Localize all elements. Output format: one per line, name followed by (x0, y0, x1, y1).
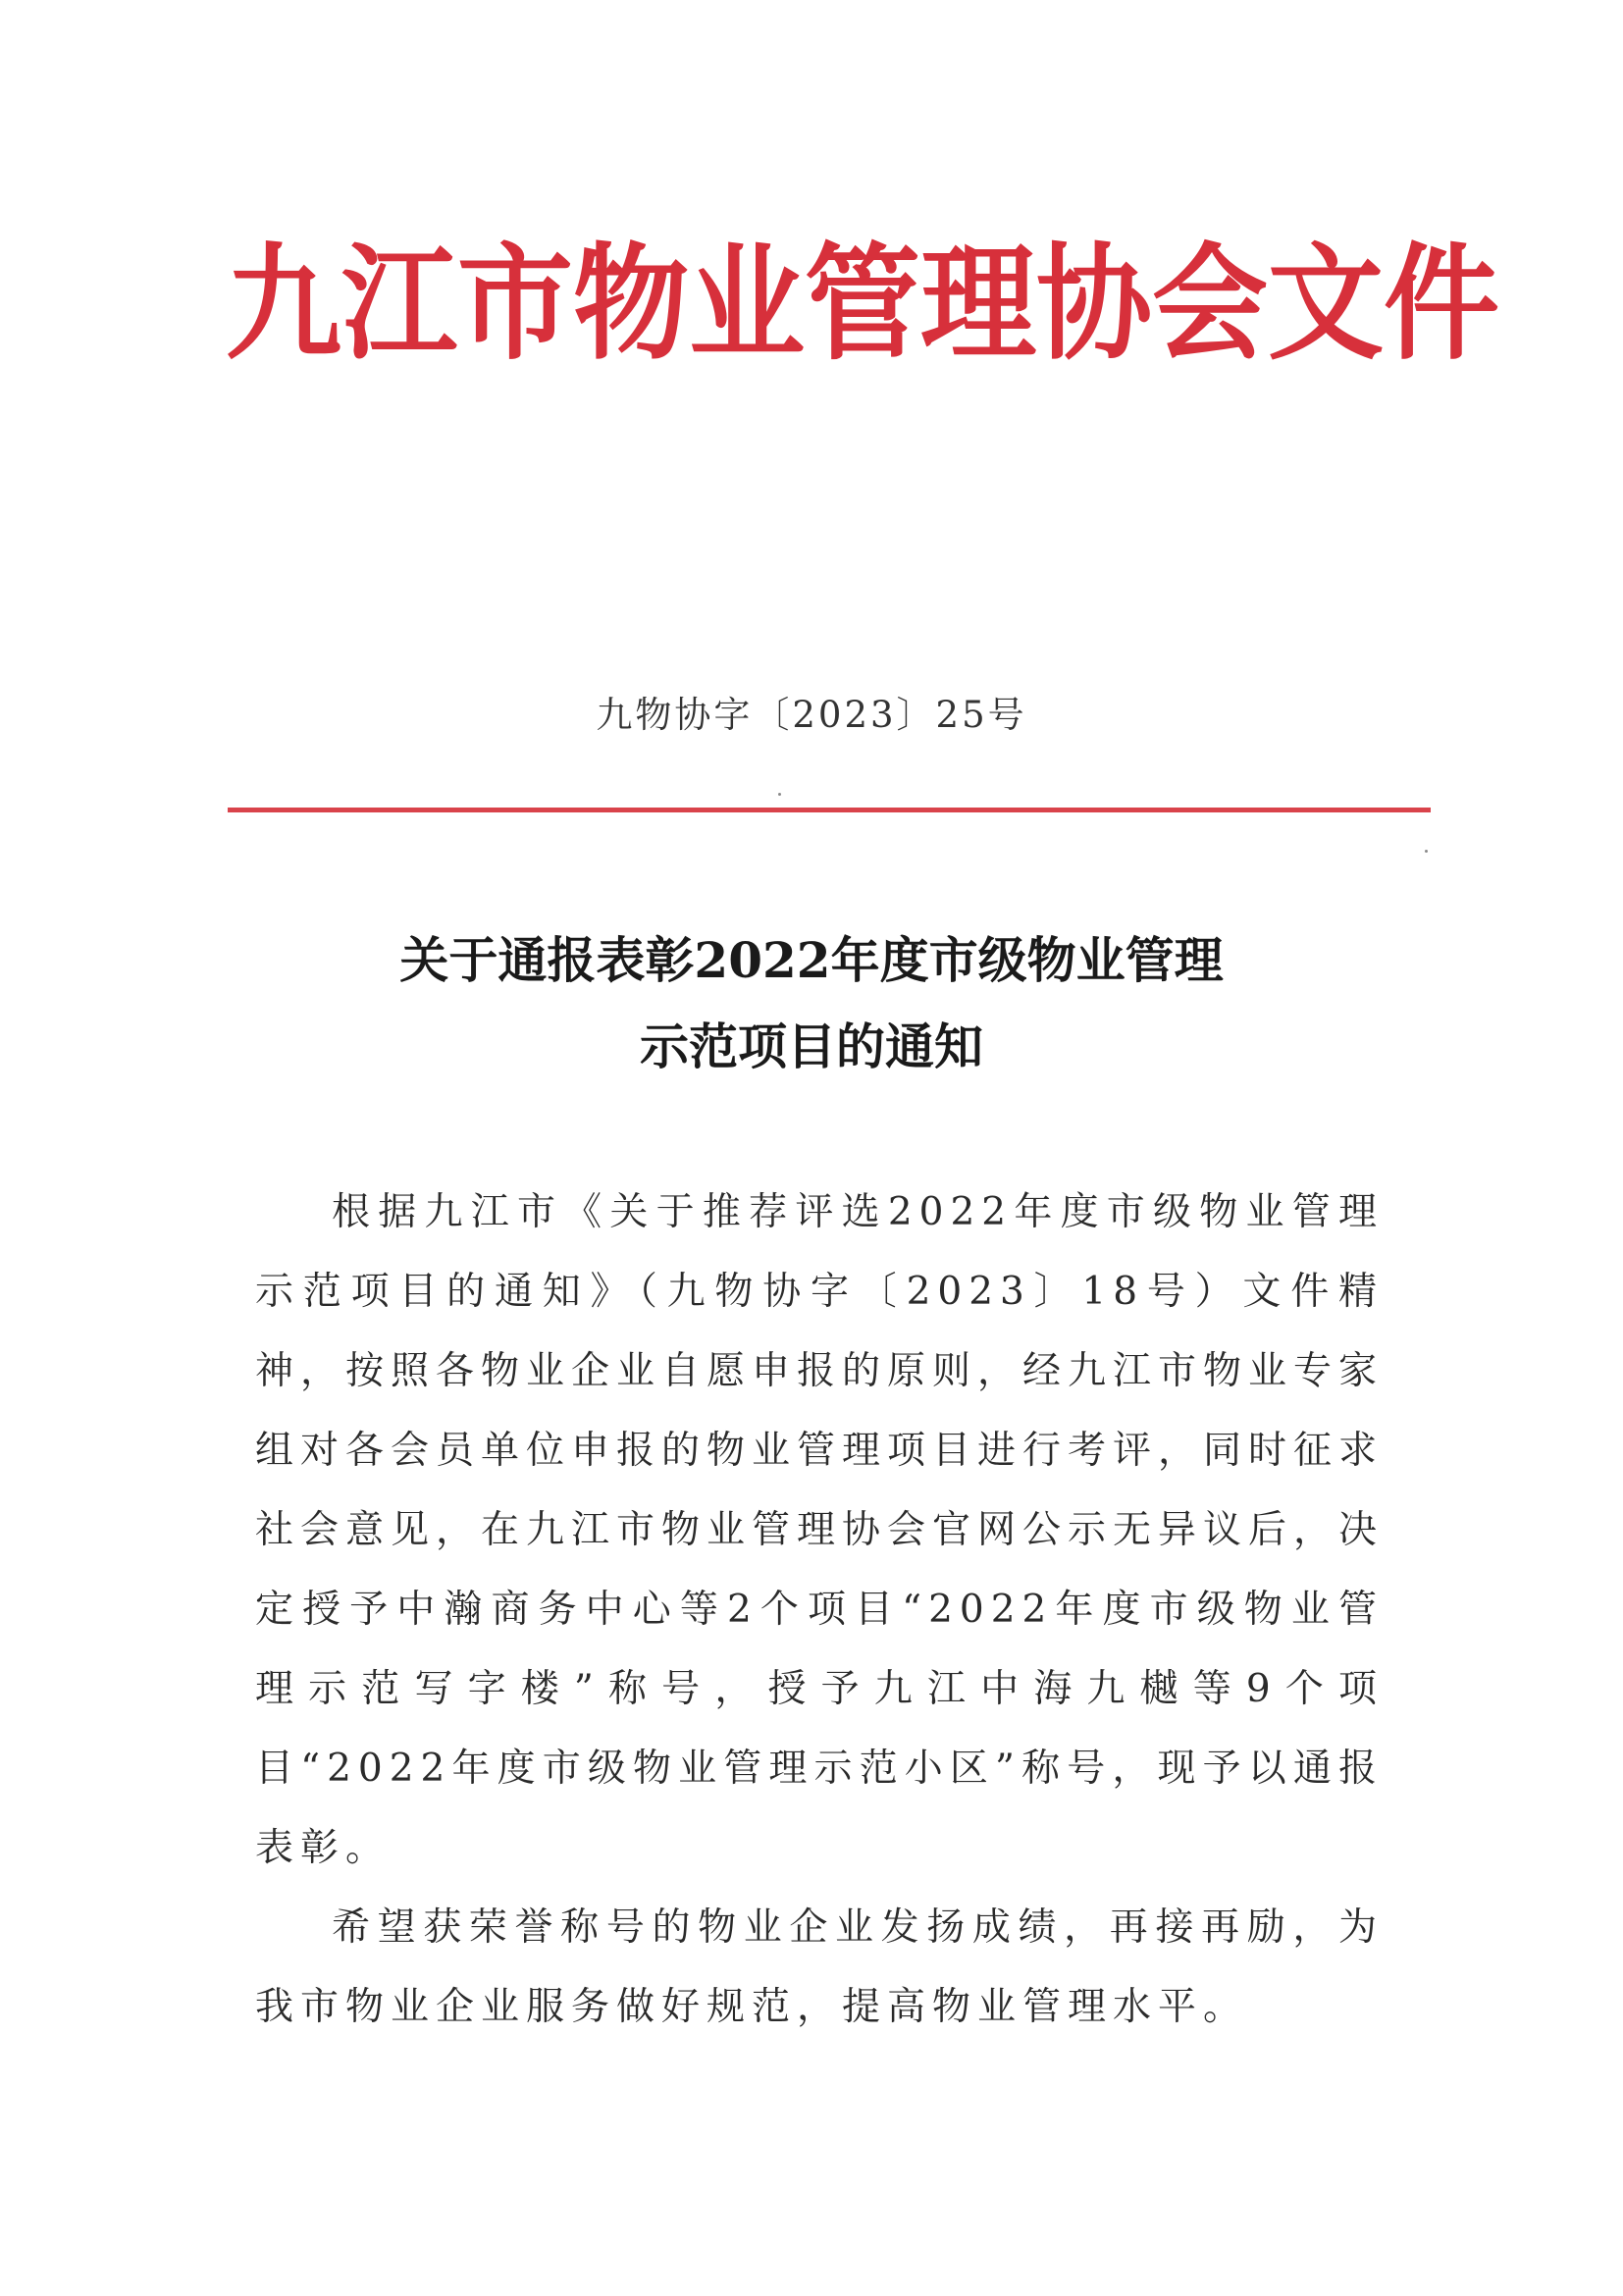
masthead-title: 九江市物业管理协会文件 (226, 230, 1500, 377)
scan-speck (1425, 850, 1428, 853)
notice-title-line-2: 示范项目的通知 (640, 1018, 983, 1075)
notice-title-line-1: 关于通报表彰2022年度市级物业管理 (399, 931, 1224, 989)
notice-body (255, 1173, 1384, 2047)
document-number: 九物协字〔2023〕25号 (596, 694, 1027, 736)
notice-title (0, 917, 1623, 1090)
red-divider-line (228, 808, 1431, 812)
body-paragraph-1: 根据九江市《关于推荐评选2022年度市级物业管理示范项目的通知》（九物协字〔2023〕18号）文件精神，按照各物业企业自愿申报的原则，经九江市物业专家组对各会员单位申报的物业管理项目进行考评，同时征求社会意见，在九江市物业管理协会官网公示无异议后，决定授予中瀚商务中心等2个项目“2022年度市级物业管理示范写字楼”称号，授予九江中海九樾等9个项目“2022年度市级物业管理示范小区”称号，现予以通报表彰。 (255, 1190, 1385, 1870)
body-paragraph-2: 希望获荣誉称号的物业企业发扬成绩，再接再励，为我市物业企业服务做好规范，提高物业管理水平。 (255, 1905, 1384, 2029)
scan-speck (778, 793, 781, 796)
